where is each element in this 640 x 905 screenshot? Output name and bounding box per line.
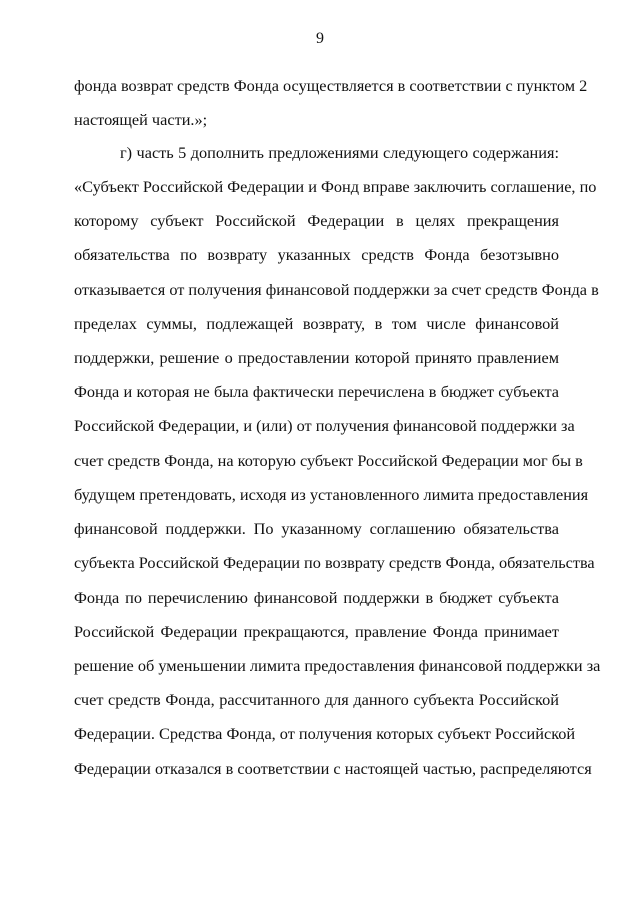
text-line: счет средств Фонда, на которую субъект Российской Федерации мог бы в xyxy=(74,451,583,470)
text-line: субъекта Российской Федерации по возврату средств Фонда, обязательства xyxy=(74,553,595,572)
text-line: отказывается от получения финансовой поддержки за счет средств Фонда в xyxy=(74,280,599,299)
text-line: г) часть 5 дополнить предложениями следующего содержания: xyxy=(120,143,559,162)
text-line: Российской Федерации прекращаются, правление Фонда принимает xyxy=(74,622,559,641)
text-line: решение об уменьшении лимита предоставления финансовой поддержки за xyxy=(74,656,601,675)
text-line: Фонда и которая не была фактически перечислена в бюджет субъекта xyxy=(74,382,559,401)
text-line: Федерации. Средства Фонда, от получения которых субъект Российской xyxy=(74,724,576,743)
text-line: которому субъект Российской Федерации в целях прекращения xyxy=(74,211,559,230)
text-line: «Субъект Российской Федерации и Фонд вправе заключить соглашение, по xyxy=(74,177,597,196)
text-line: Фонда по перечислению финансовой поддержки в бюджет субъекта xyxy=(74,588,559,607)
text-line: финансовой поддержки. По указанному соглашению обязательства xyxy=(74,519,559,538)
text-line: Федерации отказался в соответствии с настоящей частью, распределяются xyxy=(74,759,592,778)
text-line: Российской Федерации, и (или) от получения финансовой поддержки за xyxy=(74,416,575,435)
text-line: счет средств Фонда, рассчитанного для данного субъекта Российской xyxy=(74,690,559,709)
text-line: обязательства по возврату указанных средств Фонда безотзывно xyxy=(74,245,559,264)
text-line: фонда возврат средств Фонда осуществляется в соответствии с пунктом 2 xyxy=(74,76,588,95)
page-number: 9 xyxy=(316,30,324,47)
text-line: пределах суммы, подлежащей возврату, в том числе финансовой xyxy=(74,314,559,333)
text-line: поддержки, решение о предоставлении которой принято правлением xyxy=(74,348,559,367)
text-line: будущем претендовать, исходя из установленного лимита предоставления xyxy=(74,485,589,504)
text-line: настоящей части.»; xyxy=(74,110,208,129)
